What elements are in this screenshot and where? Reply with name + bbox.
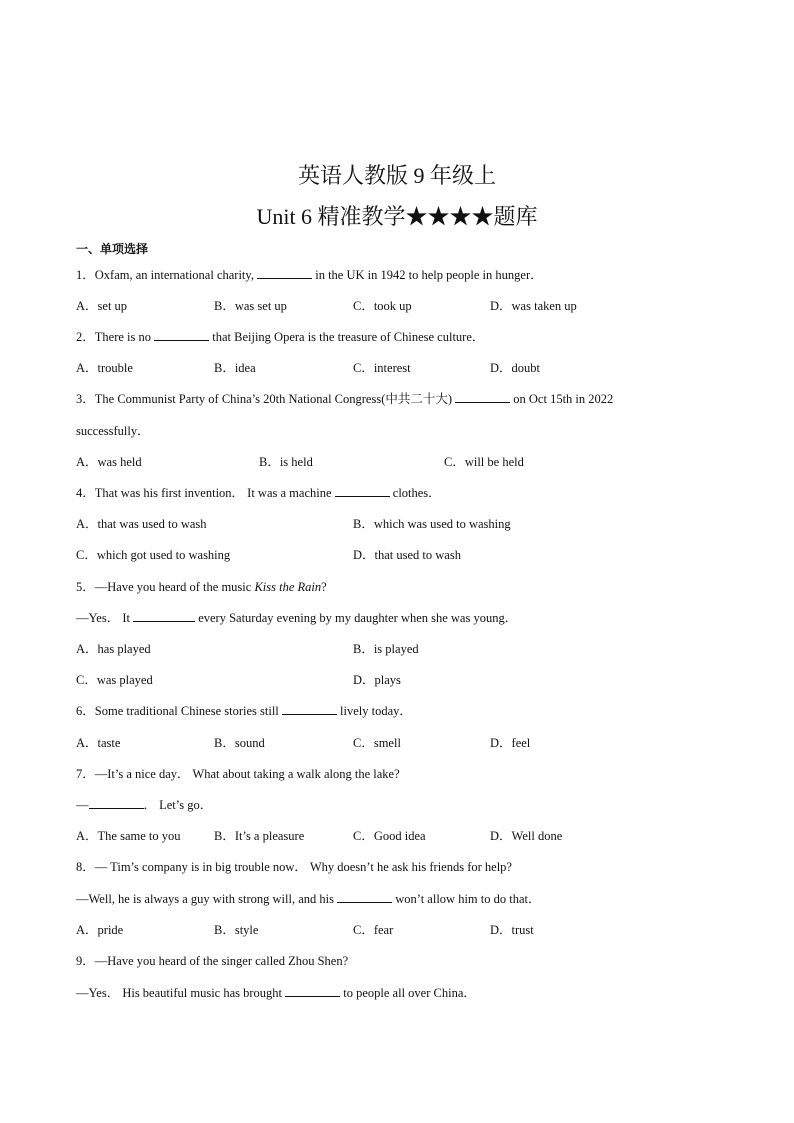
question-2: 2．There is no that Beijing Opera is the treasure of Chinese culture． [76, 330, 485, 344]
question-3-continued: successfully． [76, 424, 150, 438]
document-title: 英语人教版 9 年级上 [297, 163, 496, 188]
option-d[interactable]: D．was taken up [490, 299, 577, 313]
answer-blank [337, 890, 392, 903]
option-c[interactable]: C．was played [76, 673, 153, 687]
option-b[interactable]: B．idea [214, 361, 256, 375]
question-5: 5．—Have you heard of the music Kiss the Rain? [76, 580, 327, 594]
question-9-response: —Yes． His beautiful music has brought to people all over China． [76, 986, 476, 1000]
option-a[interactable]: A．taste [76, 736, 121, 750]
answer-blank [335, 484, 390, 497]
option-b[interactable]: B．is played [353, 642, 419, 656]
answer-blank [285, 984, 340, 997]
document-subtitle: Unit 6 精准教学★★★★题库 [256, 204, 538, 229]
answer-blank [89, 796, 144, 809]
answer-blank [133, 609, 195, 622]
question-7: 7．—It’s a nice day． What about taking a walk along the lake? [76, 767, 400, 781]
option-d[interactable]: D．doubt [490, 361, 541, 375]
option-d[interactable]: D．that used to wash [353, 548, 461, 562]
option-b[interactable]: B．was set up [214, 299, 287, 313]
question-9: 9．—Have you heard of the singer called Zhou Shen? [76, 954, 349, 968]
question-7-response: — ． Let’s go． [76, 798, 213, 812]
option-b[interactable]: B．sound [214, 736, 265, 750]
option-b[interactable]: B．which was used to washing [353, 517, 511, 531]
option-a[interactable]: A．has played [76, 642, 151, 656]
answer-blank [282, 702, 337, 715]
option-b[interactable]: B．style [214, 923, 259, 937]
option-b[interactable]: B．It’s a pleasure [214, 829, 305, 843]
question-8-response: —Well, he is always a guy with strong will, and his won’t allow him to do that． [76, 892, 541, 906]
answer-blank [257, 266, 312, 279]
option-a[interactable]: A．pride [76, 923, 124, 937]
answer-blank [455, 390, 510, 403]
option-a[interactable]: A．was held [76, 455, 142, 469]
option-a[interactable]: A．set up [76, 299, 128, 313]
option-c[interactable]: C．will be held [444, 455, 524, 469]
option-c[interactable]: C．fear [353, 923, 394, 937]
option-a[interactable]: A．The same to you [76, 829, 181, 843]
option-c[interactable]: C．smell [353, 736, 401, 750]
question-4: 4．That was his first invention． It was a machine clothes． [76, 486, 441, 500]
option-b[interactable]: B．is held [259, 455, 313, 469]
question-6: 6．Some traditional Chinese stories still lively today． [76, 704, 412, 718]
option-a[interactable]: A．trouble [76, 361, 133, 375]
option-c[interactable]: C．took up [353, 299, 412, 313]
question-1: 1．Oxfam, an international charity, in the UK in 1942 to help people in hunger． [76, 268, 543, 282]
question-3: 3．The Communist Party of China’s 20th National Congress(中共二十大) on Oct 15th in 2022 [76, 392, 614, 406]
song-title: Kiss the Rain [254, 580, 322, 594]
question-8: 8．— Tim’s company is in big trouble now． Why doesn’t he ask his friends for help? [76, 860, 512, 874]
option-a[interactable]: A．that was used to wash [76, 517, 207, 531]
option-c[interactable]: C．interest [353, 361, 411, 375]
option-c[interactable]: C．Good idea [353, 829, 426, 843]
section-heading: 一、单项选择 [76, 242, 149, 256]
option-c[interactable]: C．which got used to washing [76, 548, 231, 562]
option-d[interactable]: D．Well done [490, 829, 563, 843]
option-d[interactable]: D．plays [353, 673, 401, 687]
option-d[interactable]: D．feel [490, 736, 531, 750]
question-5-response: —Yes． It every Saturday evening by my daughter when she was young． [76, 611, 518, 625]
option-d[interactable]: D．trust [490, 923, 534, 937]
answer-blank [154, 328, 209, 341]
